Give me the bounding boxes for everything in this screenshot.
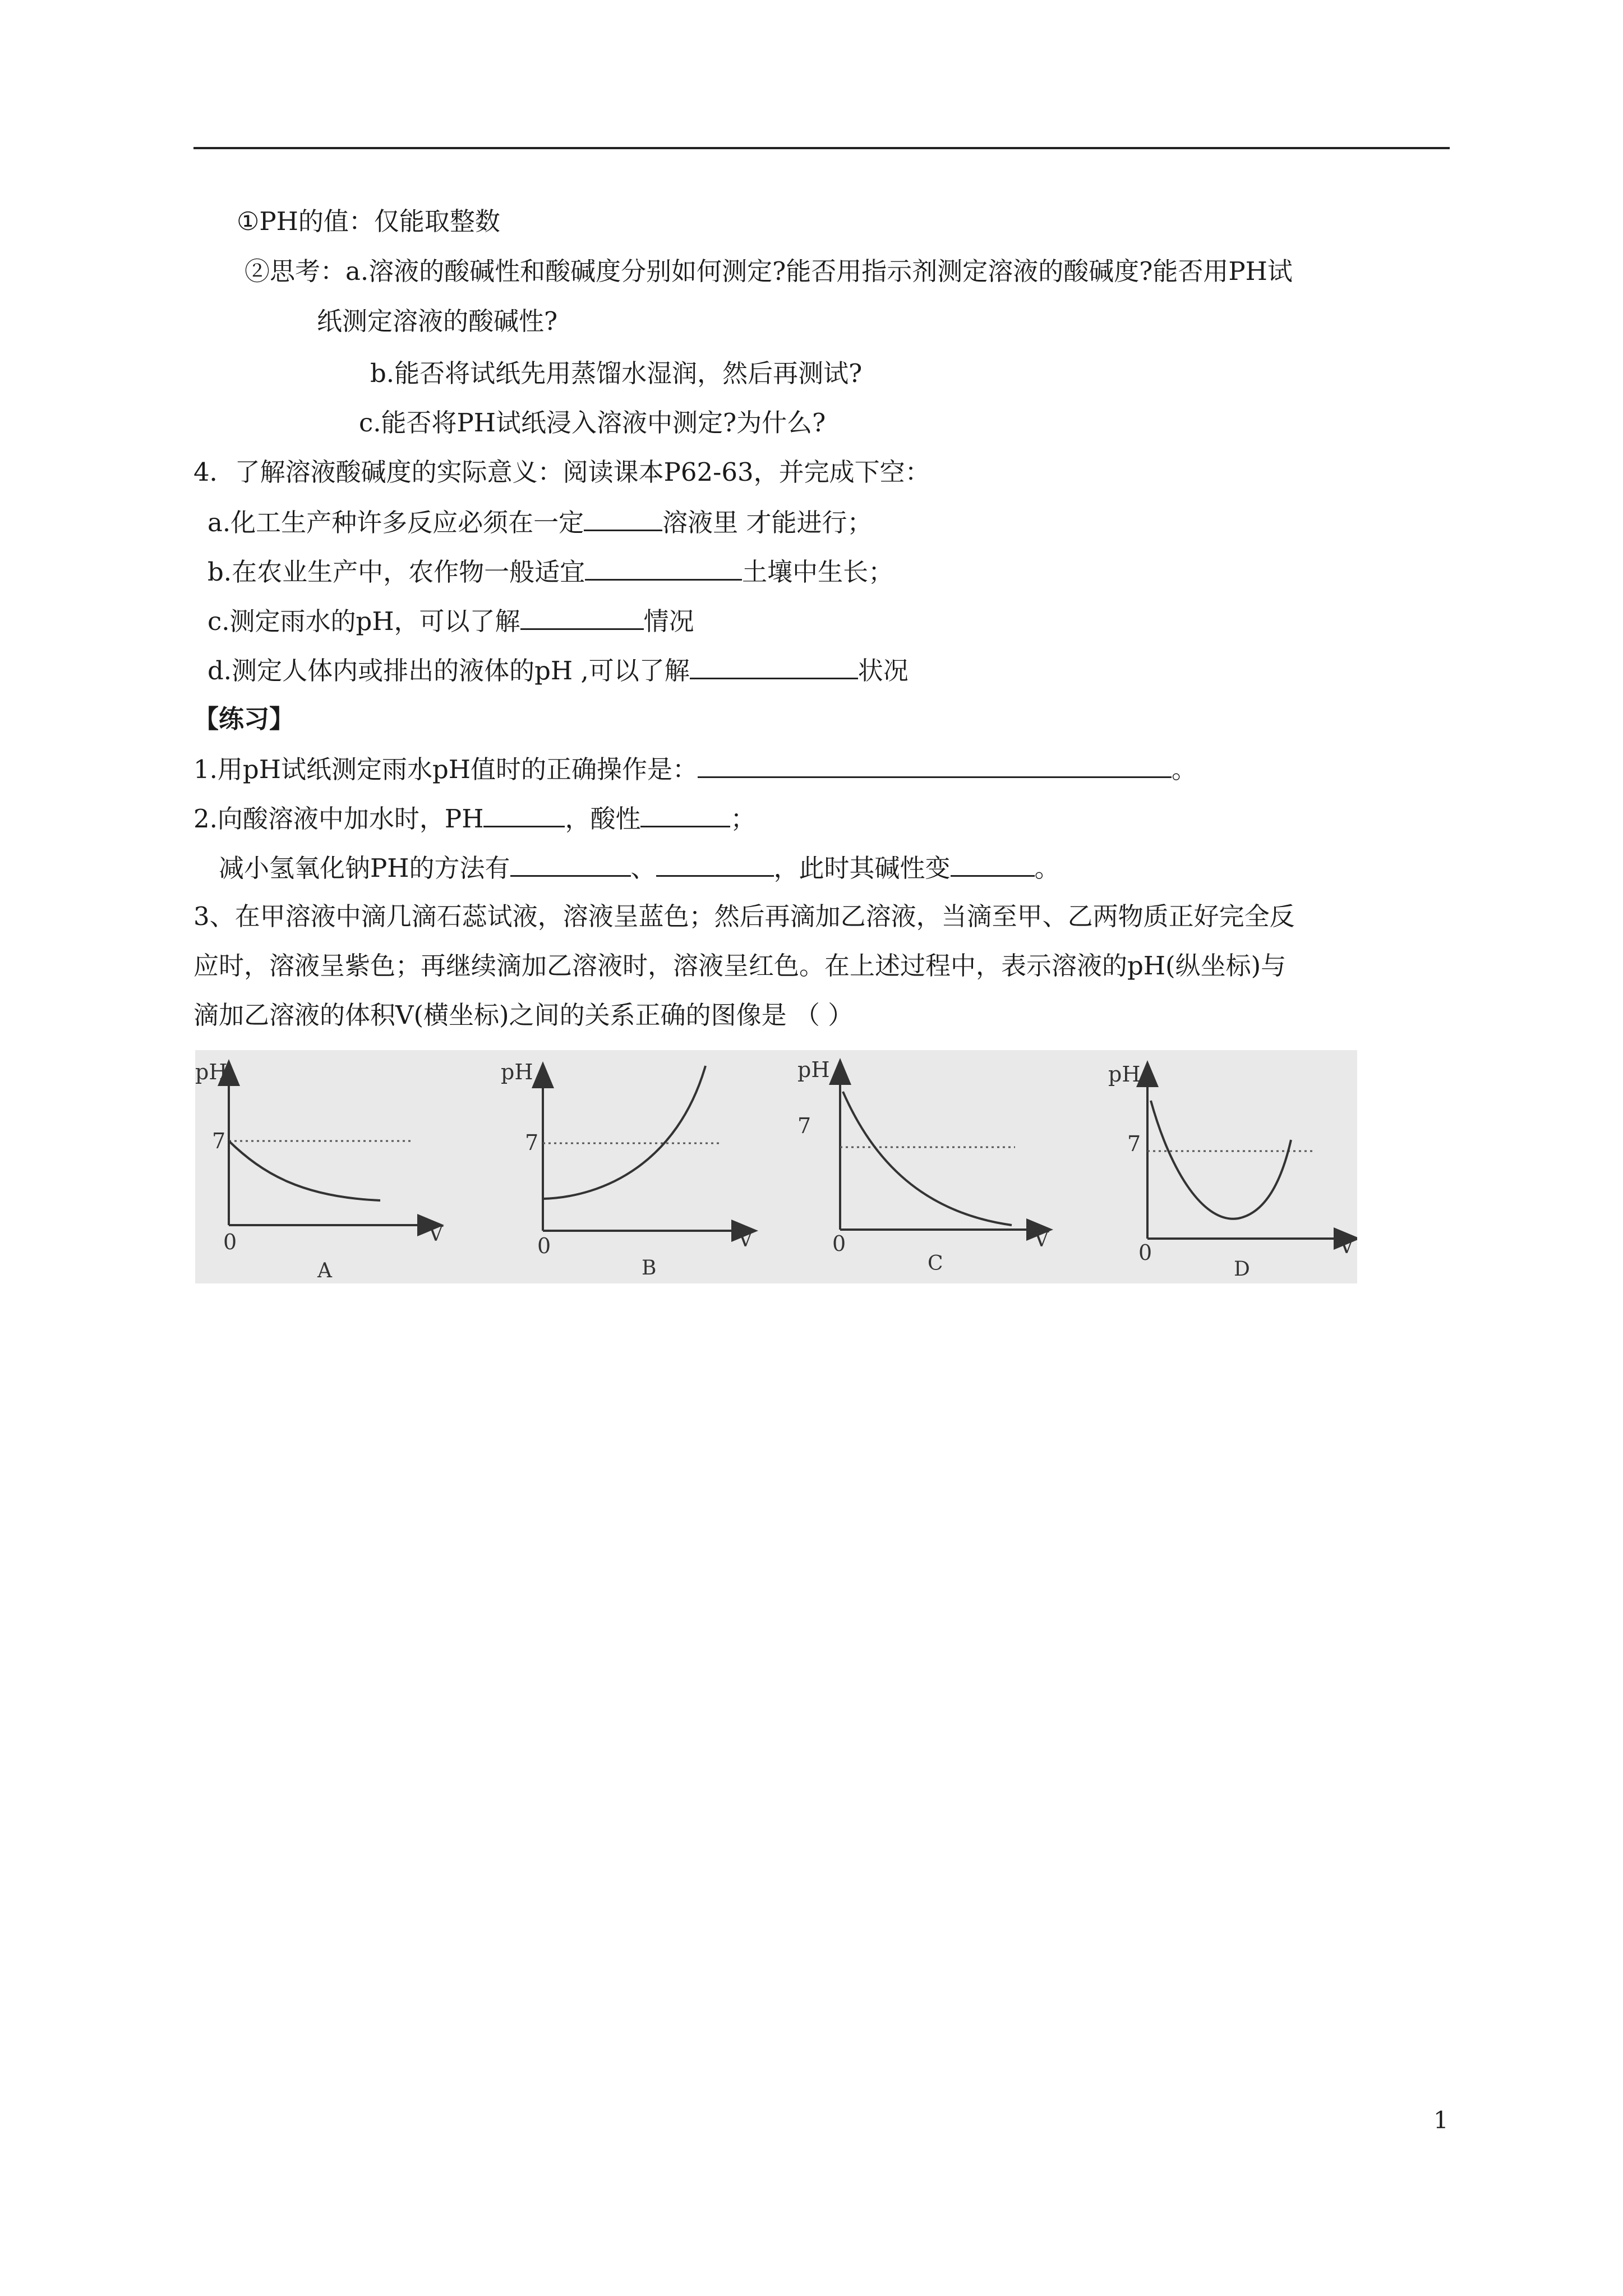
text-line-practice-3-cont2: 滴加乙溶液的体积V(横坐标)之间的关系正确的图像是 （ ） bbox=[193, 1000, 854, 1030]
text-4d-prefix: d.测定人体内或排出的液体的pH ,可以了解 bbox=[208, 656, 690, 685]
blank-p2b-method2[interactable] bbox=[656, 850, 774, 877]
graph-b-ylabel: pH bbox=[501, 1060, 533, 1084]
text-line-4b bbox=[208, 554, 893, 589]
text-line-4c bbox=[208, 604, 694, 638]
blank-4d[interactable] bbox=[690, 653, 858, 679]
text-p2b-sep: 、 bbox=[630, 853, 656, 883]
text-p2b-prefix: 减小氢氧化钠PH的方法有 bbox=[219, 853, 510, 883]
text-line-think-b: b.能否将试纸先用蒸馏水湿润，然后再测试? bbox=[370, 358, 863, 388]
graph-d-curve bbox=[1151, 1101, 1291, 1219]
text-line-think-c: c.能否将PH试纸浸入溶液中测定?为什么? bbox=[359, 408, 826, 438]
graph-c-ylabel: pH bbox=[797, 1057, 830, 1082]
graph-d-xlabel: V bbox=[1339, 1235, 1354, 1258]
graph-a-ref7: 7 bbox=[212, 1129, 226, 1153]
text-p2b-suffix: 。 bbox=[1034, 853, 1060, 883]
text-line-practice-2 bbox=[193, 801, 756, 836]
text-line-ph-value: ①PH的值：仅能取整数 bbox=[237, 206, 500, 236]
blank-p2b-alkalinity[interactable] bbox=[951, 850, 1035, 877]
page-number: 1 bbox=[1433, 2106, 1449, 2134]
ph-graph-options-figure bbox=[195, 1050, 1357, 1283]
blank-p1[interactable] bbox=[698, 752, 1172, 778]
text-line-practice-2b bbox=[219, 850, 1060, 885]
graph-c-curve bbox=[843, 1092, 1012, 1225]
graph-c-ref7: 7 bbox=[797, 1114, 811, 1138]
blank-4b[interactable] bbox=[585, 554, 742, 581]
text-p1-suffix: 。 bbox=[1172, 754, 1197, 784]
graph-a-curve bbox=[229, 1141, 380, 1200]
graph-a[interactable] bbox=[195, 1060, 444, 1282]
graph-b-ref7: 7 bbox=[525, 1130, 539, 1155]
text-line-4a bbox=[208, 505, 872, 540]
blank-p2-ph[interactable] bbox=[483, 801, 565, 827]
text-4a-prefix: a.化工生产种许多反应必须在一定 bbox=[208, 508, 584, 537]
graph-c[interactable] bbox=[797, 1057, 1049, 1275]
blank-4a[interactable] bbox=[584, 505, 662, 531]
blank-p2b-method1[interactable] bbox=[510, 850, 631, 877]
text-p2-mid: ，酸性 bbox=[565, 804, 641, 834]
text-line-4d bbox=[208, 653, 909, 688]
text-line-practice-1 bbox=[193, 752, 1197, 786]
text-4c-prefix: c.测定雨水的pH，可以了解 bbox=[208, 606, 520, 636]
graph-a-origin: 0 bbox=[223, 1230, 237, 1254]
blank-p2-acidity[interactable] bbox=[640, 801, 730, 827]
graph-d[interactable] bbox=[1108, 1062, 1354, 1281]
graph-a-panel-label: A bbox=[317, 1259, 332, 1282]
graph-a-xlabel: V bbox=[428, 1223, 443, 1246]
text-p2-prefix: 2.向酸溶液中加水时，PH bbox=[193, 804, 484, 834]
text-line-practice-3-cont1: 应时，溶液呈紫色；再继续滴加乙溶液时，溶液呈红色。在上述过程中，表示溶液的pH(纵坐标)与 bbox=[193, 951, 1287, 981]
header-rule bbox=[193, 147, 1450, 149]
graph-d-ylabel: pH bbox=[1108, 1062, 1141, 1087]
graph-d-panel-label: D bbox=[1234, 1258, 1250, 1281]
text-p1-prefix: 1.用pH试纸测定雨水pH值时的正确操作是： bbox=[193, 754, 698, 784]
section-heading-practice: 【练习】 bbox=[193, 704, 295, 734]
text-p2-suffix: ； bbox=[730, 804, 756, 834]
text-4d-suffix: 状况 bbox=[857, 656, 909, 685]
text-p2b-mid: ，此时其碱性变 bbox=[773, 853, 951, 883]
text-4b-prefix: b.在农业生产中，农作物一般适宜 bbox=[208, 557, 585, 587]
graph-d-origin: 0 bbox=[1138, 1240, 1152, 1265]
graph-b-panel-label: B bbox=[642, 1257, 657, 1280]
text-line-think-a-cont: 纸测定溶液的酸碱性? bbox=[317, 306, 558, 336]
blank-4c[interactable] bbox=[520, 604, 644, 630]
text-4b-suffix: 土壤中生长； bbox=[742, 557, 894, 587]
text-4c-suffix: 情况 bbox=[643, 606, 694, 636]
graph-b-curve bbox=[543, 1066, 706, 1199]
graph-c-xlabel: V bbox=[1034, 1228, 1049, 1251]
graph-c-panel-label: C bbox=[928, 1252, 943, 1275]
graph-b-xlabel: V bbox=[738, 1228, 753, 1251]
text-line-item-4: 4．了解溶液酸碱度的实际意义：阅读课本P62-63，并完成下空： bbox=[193, 457, 930, 487]
ph-graphs-svg bbox=[195, 1050, 1357, 1283]
graph-c-origin: 0 bbox=[832, 1231, 846, 1256]
graph-a-ylabel: pH bbox=[195, 1060, 228, 1084]
graph-d-ref7: 7 bbox=[1127, 1131, 1141, 1156]
text-4a-suffix: 溶液里 才能进行； bbox=[662, 508, 873, 537]
graph-b-origin: 0 bbox=[537, 1234, 551, 1258]
text-line-practice-3: 3、在甲溶液中滴几滴石蕊试液，溶液呈蓝色；然后再滴加乙溶液，当滴至甲、乙两物质正好完全反 bbox=[193, 901, 1295, 931]
graph-b[interactable] bbox=[501, 1060, 753, 1280]
text-line-think-a: ②思考：a.溶液的酸碱性和酸碱度分别如何测定?能否用指示剂测定溶液的酸碱度?能否用PH试 bbox=[245, 256, 1293, 286]
